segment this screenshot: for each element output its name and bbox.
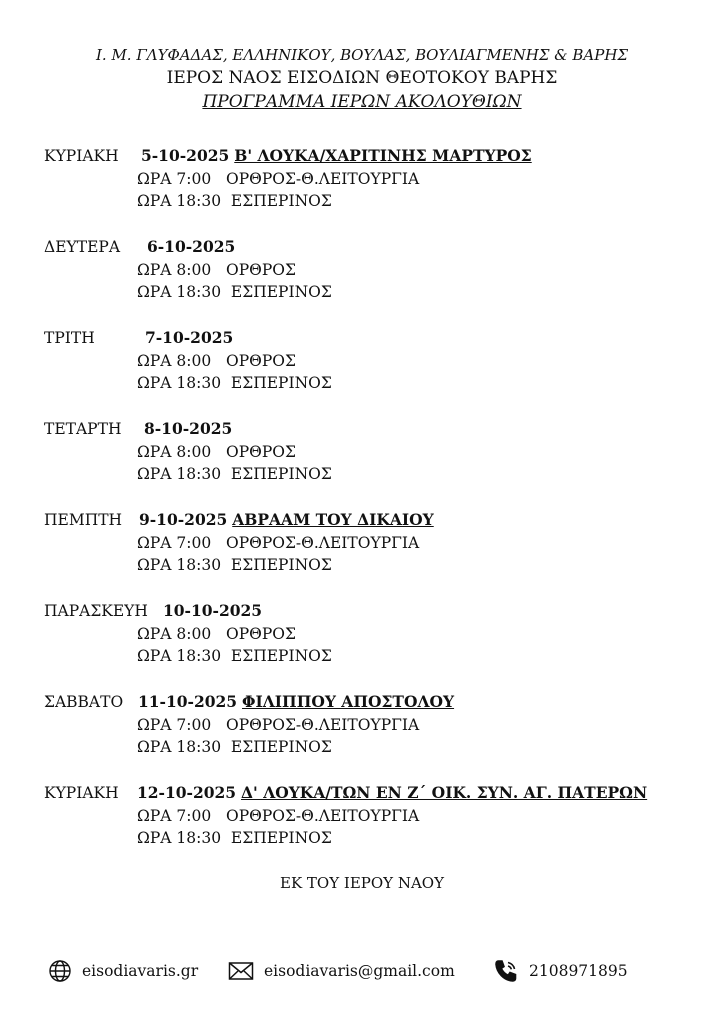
day-date: 9-10-2025 bbox=[138, 510, 228, 529]
document-header bbox=[0, 44, 724, 114]
day-date: 6-10-2025 bbox=[146, 237, 236, 256]
day-date: 7-10-2025 bbox=[144, 328, 234, 347]
phone-icon bbox=[493, 958, 519, 984]
schedule-day bbox=[44, 690, 704, 758]
service-time: ΩΡΑ 18:30 ΕΣΠΕΡΙΝΟΣ bbox=[137, 556, 332, 574]
schedule-day bbox=[44, 599, 704, 667]
day-date: 11-10-2025 bbox=[137, 692, 238, 711]
schedule-day bbox=[44, 417, 704, 485]
day-name: ΤΡΙΤΗ bbox=[44, 329, 95, 347]
service-time: ΩΡΑ 7:00 ΟΡΘΡΟΣ-Θ.ΛΕΙΤΟΥΡΓΙΑ bbox=[137, 170, 420, 188]
email-item[interactable] bbox=[228, 958, 455, 984]
service-time: ΩΡΑ 7:00 ΟΡΘΡΟΣ-Θ.ΛΕΙΤΟΥΡΓΙΑ bbox=[137, 807, 420, 825]
day-name: ΠΕΜΠΤΗ bbox=[44, 511, 123, 529]
phone-number[interactable]: 2108971895 bbox=[529, 962, 628, 980]
globe-icon bbox=[48, 959, 72, 983]
service-time: ΩΡΑ 8:00 ΟΡΘΡΟΣ bbox=[137, 625, 296, 643]
day-name: ΣΑΒΒΑΤΟ bbox=[44, 693, 124, 711]
schedule-day bbox=[44, 144, 704, 212]
schedule-day bbox=[44, 508, 704, 576]
day-date: 10-10-2025 bbox=[162, 601, 263, 620]
service-time: ΩΡΑ 7:00 ΟΡΘΡΟΣ-Θ.ΛΕΙΤΟΥΡΓΙΑ bbox=[137, 716, 420, 734]
schedule-day bbox=[44, 235, 704, 303]
service-time: ΩΡΑ 7:00 ΟΡΘΡΟΣ-Θ.ΛΕΙΤΟΥΡΓΙΑ bbox=[137, 534, 420, 552]
service-time: ΩΡΑ 18:30 ΕΣΠΕΡΙΝΟΣ bbox=[137, 192, 332, 210]
day-date: 8-10-2025 bbox=[143, 419, 233, 438]
service-time: ΩΡΑ 18:30 ΕΣΠΕΡΙΝΟΣ bbox=[137, 465, 332, 483]
contact-footer bbox=[0, 958, 724, 984]
metropolis-line: Ι. Μ. ΓΛΥΦΑΔΑΣ, ΕΛΛΗΝΙΚΟΥ, ΒΟΥΛΑΣ, ΒΟΥΛΙΑΓΜΕΝΗΣ & ΒΑΡΗΣ bbox=[95, 46, 629, 64]
service-time: ΩΡΑ 18:30 ΕΣΠΕΡΙΝΟΣ bbox=[137, 283, 332, 301]
day-date: 5-10-2025 bbox=[140, 146, 230, 165]
document-title: ΠΡΟΓΡΑΜΜΑ ΙΕΡΩΝ ΑΚΟΛΟΥΘΙΩΝ bbox=[202, 92, 522, 112]
day-feast: Β' ΛΟΥΚΑ/ΧΑΡΙΤΙΝΗΣ ΜΑΡΤΥΡΟΣ bbox=[234, 146, 532, 165]
envelope-icon bbox=[228, 961, 254, 981]
website-item[interactable] bbox=[48, 958, 198, 984]
day-name: ΔΕΥΤΕΡΑ bbox=[44, 238, 121, 256]
website-link[interactable]: eisodiavaris.gr bbox=[82, 962, 199, 980]
day-name: ΠΑΡΑΣΚΕΥΗ bbox=[44, 602, 148, 620]
service-time: ΩΡΑ 18:30 ΕΣΠΕΡΙΝΟΣ bbox=[137, 374, 332, 392]
schedule-day bbox=[44, 781, 704, 849]
day-name: ΚΥΡΙΑΚΗ bbox=[44, 784, 119, 802]
day-feast: ΑΒΡΑΑΜ ΤΟΥ ΔΙΚΑΙΟΥ bbox=[232, 510, 434, 529]
email-link[interactable]: eisodiavaris@gmail.com bbox=[264, 962, 455, 980]
day-feast: ΦΙΛΙΠΠΟΥ ΑΠΟΣΤΟΛΟΥ bbox=[242, 692, 455, 711]
day-name: ΤΕΤΑΡΤΗ bbox=[44, 420, 122, 438]
church-name: ΙΕΡΟΣ ΝΑΟΣ ΕΙΣΟΔΙΩΝ ΘΕΟΤΟΚΟΥ ΒΑΡΗΣ bbox=[166, 68, 558, 88]
phone-item[interactable] bbox=[493, 958, 628, 984]
day-date: 12-10-2025 bbox=[136, 783, 237, 802]
service-time: ΩΡΑ 8:00 ΟΡΘΡΟΣ bbox=[137, 261, 296, 279]
day-feast: Δ' ΛΟΥΚΑ/ΤΩΝ ΕΝ Ζ΄ ΟΙΚ. ΣΥΝ. ΑΓ. ΠΑΤΕΡΩΝ bbox=[241, 783, 648, 802]
service-time: ΩΡΑ 8:00 ΟΡΘΡΟΣ bbox=[137, 352, 296, 370]
closing-signature: ΕΚ ΤΟΥ ΙΕΡΟΥ ΝΑΟΥ bbox=[280, 874, 444, 892]
service-time: ΩΡΑ 18:30 ΕΣΠΕΡΙΝΟΣ bbox=[137, 738, 332, 756]
service-time: ΩΡΑ 18:30 ΕΣΠΕΡΙΝΟΣ bbox=[137, 829, 332, 847]
service-time: ΩΡΑ 8:00 ΟΡΘΡΟΣ bbox=[137, 443, 296, 461]
schedule-day bbox=[44, 326, 704, 394]
service-time: ΩΡΑ 18:30 ΕΣΠΕΡΙΝΟΣ bbox=[137, 647, 332, 665]
day-name: ΚΥΡΙΑΚΗ bbox=[44, 147, 119, 165]
